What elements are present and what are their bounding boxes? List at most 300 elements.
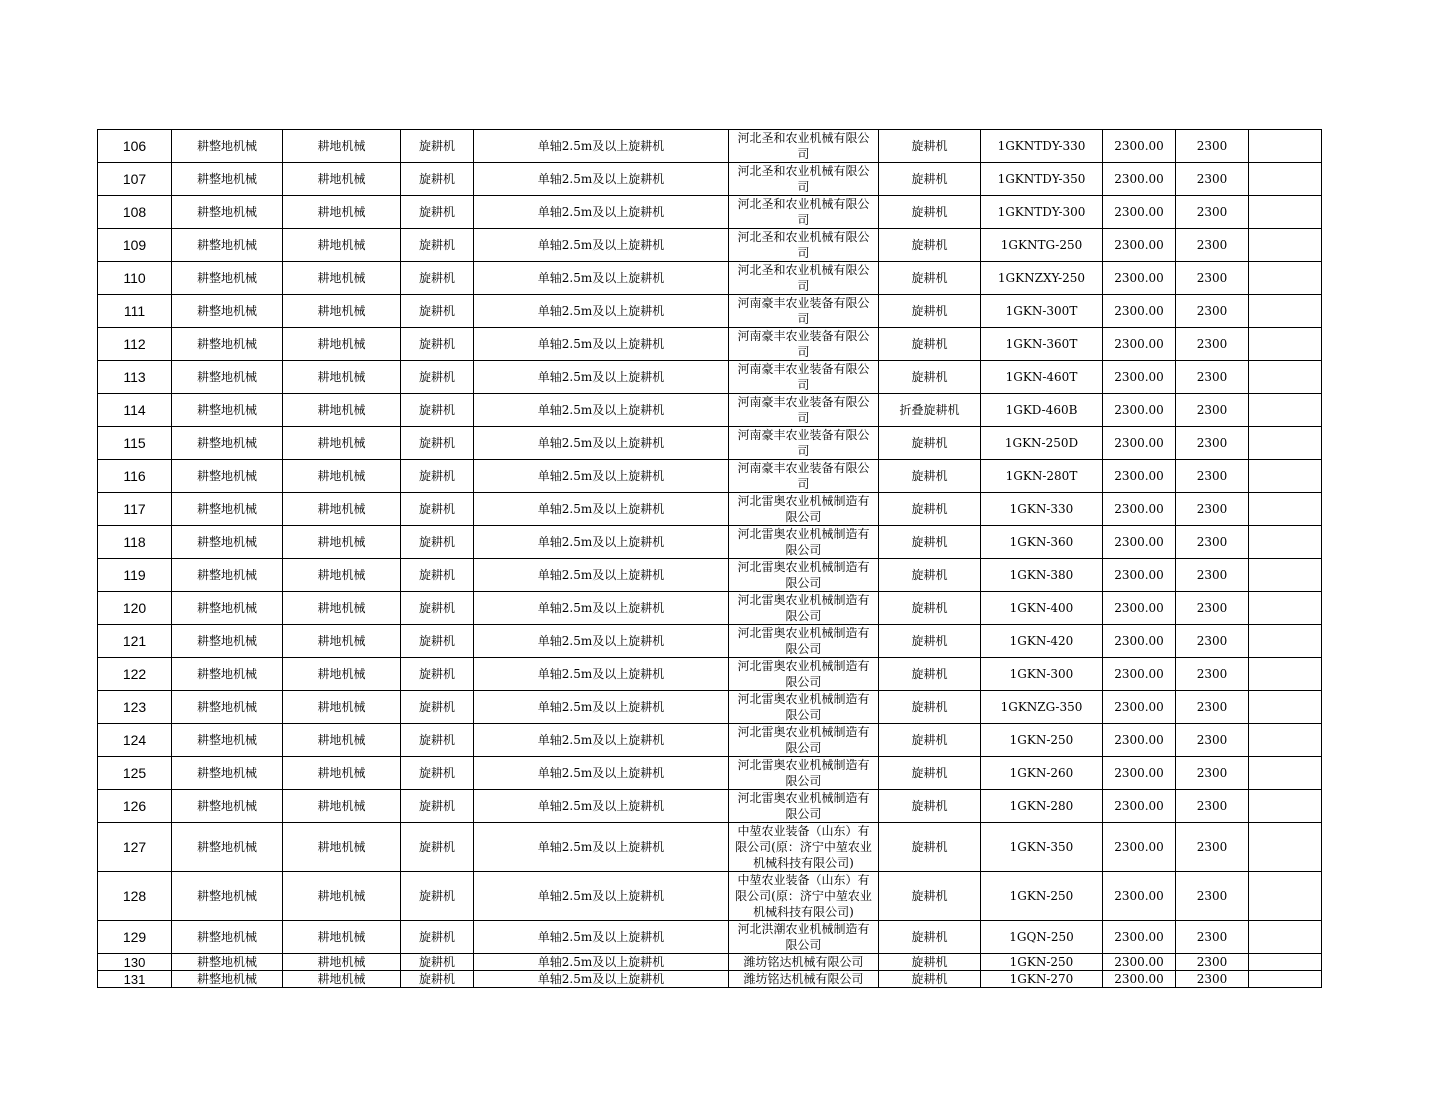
cell-manufacturer: 中堃农业装备（山东）有限公司(原：济宁中堃农业机械科技有限公司) [729, 872, 879, 921]
cell-no: 111 [98, 295, 172, 328]
cell-model: 1GKN-250 [981, 872, 1103, 921]
cell-product: 旋耕机 [879, 229, 981, 262]
cell-manufacturer: 河北圣和农业机械有限公司 [729, 229, 879, 262]
cell-product: 旋耕机 [879, 163, 981, 196]
cell-note [1249, 229, 1322, 262]
cell-grade: 单轴2.5m及以上旋耕机 [474, 394, 729, 427]
cell-category: 耕整地机械 [172, 658, 283, 691]
cell-product: 旋耕机 [879, 971, 981, 988]
cell-grade: 单轴2.5m及以上旋耕机 [474, 427, 729, 460]
cell-item: 旋耕机 [401, 757, 474, 790]
cell-manufacturer: 河北雷奥农业机械制造有限公司 [729, 757, 879, 790]
cell-category: 耕整地机械 [172, 625, 283, 658]
cell-subsidy: 2300 [1176, 229, 1249, 262]
cell-price: 2300.00 [1103, 328, 1176, 361]
cell-subcategory: 耕地机械 [283, 757, 401, 790]
cell-category: 耕整地机械 [172, 196, 283, 229]
table-row [98, 493, 1322, 526]
cell-price: 2300.00 [1103, 163, 1176, 196]
cell-price: 2300.00 [1103, 229, 1176, 262]
table-row [98, 262, 1322, 295]
cell-manufacturer: 河北雷奥农业机械制造有限公司 [729, 559, 879, 592]
cell-manufacturer: 潍坊铭达机械有限公司 [729, 954, 879, 971]
table-row [98, 295, 1322, 328]
cell-note [1249, 427, 1322, 460]
cell-no: 118 [98, 526, 172, 559]
cell-subcategory: 耕地机械 [283, 790, 401, 823]
cell-subsidy: 2300 [1176, 790, 1249, 823]
cell-subcategory: 耕地机械 [283, 328, 401, 361]
cell-category: 耕整地机械 [172, 493, 283, 526]
cell-item: 旋耕机 [401, 196, 474, 229]
cell-manufacturer: 河北圣和农业机械有限公司 [729, 163, 879, 196]
cell-category: 耕整地机械 [172, 295, 283, 328]
cell-item: 旋耕机 [401, 559, 474, 592]
cell-no: 115 [98, 427, 172, 460]
cell-product: 旋耕机 [879, 872, 981, 921]
cell-model: 1GKN-280T [981, 460, 1103, 493]
cell-grade: 单轴2.5m及以上旋耕机 [474, 790, 729, 823]
cell-price: 2300.00 [1103, 559, 1176, 592]
cell-manufacturer: 河北雷奥农业机械制造有限公司 [729, 724, 879, 757]
cell-model: 1GKD-460B [981, 394, 1103, 427]
cell-subcategory: 耕地机械 [283, 526, 401, 559]
cell-item: 旋耕机 [401, 526, 474, 559]
cell-no: 131 [98, 971, 172, 988]
cell-item: 旋耕机 [401, 427, 474, 460]
table-row [98, 790, 1322, 823]
cell-model: 1GKNTDY-350 [981, 163, 1103, 196]
cell-item: 旋耕机 [401, 790, 474, 823]
cell-subcategory: 耕地机械 [283, 361, 401, 394]
cell-no: 120 [98, 592, 172, 625]
cell-note [1249, 460, 1322, 493]
cell-subsidy: 2300 [1176, 196, 1249, 229]
cell-item: 旋耕机 [401, 493, 474, 526]
cell-item: 旋耕机 [401, 823, 474, 872]
cell-grade: 单轴2.5m及以上旋耕机 [474, 130, 729, 163]
cell-note [1249, 262, 1322, 295]
table-row [98, 196, 1322, 229]
cell-price: 2300.00 [1103, 971, 1176, 988]
cell-price: 2300.00 [1103, 295, 1176, 328]
table-row [98, 592, 1322, 625]
cell-category: 耕整地机械 [172, 229, 283, 262]
cell-manufacturer: 河北洪潮农业机械制造有限公司 [729, 921, 879, 954]
cell-item: 旋耕机 [401, 921, 474, 954]
table-row [98, 921, 1322, 954]
cell-category: 耕整地机械 [172, 757, 283, 790]
cell-subsidy: 2300 [1176, 724, 1249, 757]
table-row [98, 757, 1322, 790]
cell-category: 耕整地机械 [172, 460, 283, 493]
table-row [98, 460, 1322, 493]
cell-model: 1GKN-250 [981, 724, 1103, 757]
cell-model: 1GKN-380 [981, 559, 1103, 592]
table-row [98, 163, 1322, 196]
cell-subcategory: 耕地机械 [283, 295, 401, 328]
cell-model: 1GKN-250D [981, 427, 1103, 460]
cell-category: 耕整地机械 [172, 691, 283, 724]
cell-no: 121 [98, 625, 172, 658]
cell-subsidy: 2300 [1176, 921, 1249, 954]
cell-price: 2300.00 [1103, 130, 1176, 163]
cell-grade: 单轴2.5m及以上旋耕机 [474, 262, 729, 295]
cell-product: 旋耕机 [879, 295, 981, 328]
cell-subcategory: 耕地机械 [283, 971, 401, 988]
cell-price: 2300.00 [1103, 592, 1176, 625]
cell-product: 旋耕机 [879, 361, 981, 394]
cell-product: 旋耕机 [879, 526, 981, 559]
table-row [98, 691, 1322, 724]
cell-note [1249, 394, 1322, 427]
cell-product: 旋耕机 [879, 790, 981, 823]
table-body [98, 130, 1322, 988]
cell-subcategory: 耕地机械 [283, 229, 401, 262]
cell-subsidy: 2300 [1176, 361, 1249, 394]
cell-subcategory: 耕地机械 [283, 954, 401, 971]
cell-note [1249, 328, 1322, 361]
cell-category: 耕整地机械 [172, 427, 283, 460]
cell-product: 旋耕机 [879, 427, 981, 460]
cell-price: 2300.00 [1103, 872, 1176, 921]
cell-model: 1GKN-300 [981, 658, 1103, 691]
cell-model: 1GKN-330 [981, 493, 1103, 526]
cell-price: 2300.00 [1103, 724, 1176, 757]
cell-model: 1GKN-280 [981, 790, 1103, 823]
cell-note [1249, 559, 1322, 592]
cell-grade: 单轴2.5m及以上旋耕机 [474, 691, 729, 724]
cell-manufacturer: 河南豪丰农业装备有限公司 [729, 460, 879, 493]
cell-model: 1GKN-350 [981, 823, 1103, 872]
cell-subsidy: 2300 [1176, 130, 1249, 163]
cell-item: 旋耕机 [401, 394, 474, 427]
cell-manufacturer: 河南豪丰农业装备有限公司 [729, 427, 879, 460]
cell-product: 旋耕机 [879, 823, 981, 872]
cell-product: 旋耕机 [879, 625, 981, 658]
cell-model: 1GKN-250 [981, 954, 1103, 971]
cell-category: 耕整地机械 [172, 361, 283, 394]
cell-no: 109 [98, 229, 172, 262]
cell-category: 耕整地机械 [172, 592, 283, 625]
cell-no: 107 [98, 163, 172, 196]
cell-subsidy: 2300 [1176, 163, 1249, 196]
table-row [98, 361, 1322, 394]
cell-price: 2300.00 [1103, 196, 1176, 229]
table-row [98, 130, 1322, 163]
cell-note [1249, 526, 1322, 559]
table-row [98, 823, 1322, 872]
cell-product: 旋耕机 [879, 196, 981, 229]
cell-no: 124 [98, 724, 172, 757]
cell-item: 旋耕机 [401, 229, 474, 262]
cell-grade: 单轴2.5m及以上旋耕机 [474, 229, 729, 262]
cell-item: 旋耕机 [401, 163, 474, 196]
cell-grade: 单轴2.5m及以上旋耕机 [474, 460, 729, 493]
cell-category: 耕整地机械 [172, 971, 283, 988]
cell-grade: 单轴2.5m及以上旋耕机 [474, 921, 729, 954]
cell-no: 122 [98, 658, 172, 691]
cell-no: 112 [98, 328, 172, 361]
cell-subcategory: 耕地机械 [283, 921, 401, 954]
cell-product: 旋耕机 [879, 130, 981, 163]
cell-subsidy: 2300 [1176, 691, 1249, 724]
cell-grade: 单轴2.5m及以上旋耕机 [474, 724, 729, 757]
cell-price: 2300.00 [1103, 526, 1176, 559]
cell-category: 耕整地机械 [172, 526, 283, 559]
cell-grade: 单轴2.5m及以上旋耕机 [474, 163, 729, 196]
cell-manufacturer: 河北雷奥农业机械制造有限公司 [729, 658, 879, 691]
cell-no: 129 [98, 921, 172, 954]
cell-model: 1GKN-300T [981, 295, 1103, 328]
cell-manufacturer: 河北雷奥农业机械制造有限公司 [729, 790, 879, 823]
cell-grade: 单轴2.5m及以上旋耕机 [474, 592, 729, 625]
cell-model: 1GKNTDY-330 [981, 130, 1103, 163]
cell-item: 旋耕机 [401, 295, 474, 328]
cell-category: 耕整地机械 [172, 394, 283, 427]
cell-item: 旋耕机 [401, 954, 474, 971]
cell-price: 2300.00 [1103, 460, 1176, 493]
cell-price: 2300.00 [1103, 625, 1176, 658]
cell-subcategory: 耕地机械 [283, 724, 401, 757]
cell-price: 2300.00 [1103, 427, 1176, 460]
cell-price: 2300.00 [1103, 954, 1176, 971]
cell-category: 耕整地机械 [172, 790, 283, 823]
cell-model: 1GKN-260 [981, 757, 1103, 790]
cell-item: 旋耕机 [401, 658, 474, 691]
cell-model: 1GKN-270 [981, 971, 1103, 988]
cell-subcategory: 耕地机械 [283, 823, 401, 872]
cell-no: 114 [98, 394, 172, 427]
cell-subsidy: 2300 [1176, 559, 1249, 592]
cell-subsidy: 2300 [1176, 394, 1249, 427]
cell-grade: 单轴2.5m及以上旋耕机 [474, 823, 729, 872]
cell-subsidy: 2300 [1176, 872, 1249, 921]
cell-subsidy: 2300 [1176, 757, 1249, 790]
cell-item: 旋耕机 [401, 328, 474, 361]
cell-item: 旋耕机 [401, 872, 474, 921]
cell-manufacturer: 潍坊铭达机械有限公司 [729, 971, 879, 988]
table-row [98, 625, 1322, 658]
cell-item: 旋耕机 [401, 971, 474, 988]
cell-price: 2300.00 [1103, 394, 1176, 427]
cell-note [1249, 163, 1322, 196]
cell-note [1249, 625, 1322, 658]
cell-no: 125 [98, 757, 172, 790]
cell-subsidy: 2300 [1176, 592, 1249, 625]
cell-grade: 单轴2.5m及以上旋耕机 [474, 757, 729, 790]
cell-no: 110 [98, 262, 172, 295]
cell-product: 旋耕机 [879, 921, 981, 954]
cell-no: 108 [98, 196, 172, 229]
cell-manufacturer: 河北圣和农业机械有限公司 [729, 130, 879, 163]
cell-category: 耕整地机械 [172, 163, 283, 196]
cell-subcategory: 耕地机械 [283, 460, 401, 493]
cell-category: 耕整地机械 [172, 954, 283, 971]
cell-grade: 单轴2.5m及以上旋耕机 [474, 625, 729, 658]
cell-grade: 单轴2.5m及以上旋耕机 [474, 559, 729, 592]
cell-grade: 单轴2.5m及以上旋耕机 [474, 361, 729, 394]
cell-no: 126 [98, 790, 172, 823]
cell-manufacturer: 河北雷奥农业机械制造有限公司 [729, 592, 879, 625]
cell-price: 2300.00 [1103, 757, 1176, 790]
cell-manufacturer: 河北圣和农业机械有限公司 [729, 262, 879, 295]
cell-subcategory: 耕地机械 [283, 872, 401, 921]
table-row [98, 229, 1322, 262]
cell-no: 127 [98, 823, 172, 872]
cell-product: 旋耕机 [879, 954, 981, 971]
cell-note [1249, 493, 1322, 526]
cell-subsidy: 2300 [1176, 954, 1249, 971]
cell-category: 耕整地机械 [172, 921, 283, 954]
cell-note [1249, 592, 1322, 625]
cell-item: 旋耕机 [401, 691, 474, 724]
table-row [98, 559, 1322, 592]
cell-note [1249, 921, 1322, 954]
cell-note [1249, 196, 1322, 229]
table-row [98, 872, 1322, 921]
cell-price: 2300.00 [1103, 790, 1176, 823]
cell-subcategory: 耕地机械 [283, 493, 401, 526]
cell-note [1249, 954, 1322, 971]
cell-item: 旋耕机 [401, 361, 474, 394]
cell-category: 耕整地机械 [172, 559, 283, 592]
cell-manufacturer: 河南豪丰农业装备有限公司 [729, 394, 879, 427]
cell-product: 旋耕机 [879, 658, 981, 691]
cell-subsidy: 2300 [1176, 295, 1249, 328]
cell-subcategory: 耕地机械 [283, 196, 401, 229]
cell-product: 旋耕机 [879, 724, 981, 757]
cell-subsidy: 2300 [1176, 526, 1249, 559]
cell-no: 117 [98, 493, 172, 526]
cell-price: 2300.00 [1103, 361, 1176, 394]
cell-price: 2300.00 [1103, 823, 1176, 872]
cell-product: 旋耕机 [879, 559, 981, 592]
cell-price: 2300.00 [1103, 493, 1176, 526]
cell-product: 折叠旋耕机 [879, 394, 981, 427]
cell-no: 116 [98, 460, 172, 493]
table-row [98, 724, 1322, 757]
cell-grade: 单轴2.5m及以上旋耕机 [474, 295, 729, 328]
cell-grade: 单轴2.5m及以上旋耕机 [474, 971, 729, 988]
cell-subcategory: 耕地机械 [283, 130, 401, 163]
cell-subsidy: 2300 [1176, 427, 1249, 460]
cell-price: 2300.00 [1103, 691, 1176, 724]
cell-grade: 单轴2.5m及以上旋耕机 [474, 526, 729, 559]
cell-category: 耕整地机械 [172, 130, 283, 163]
cell-category: 耕整地机械 [172, 262, 283, 295]
cell-model: 1GKN-420 [981, 625, 1103, 658]
cell-price: 2300.00 [1103, 921, 1176, 954]
cell-note [1249, 757, 1322, 790]
cell-manufacturer: 河南豪丰农业装备有限公司 [729, 361, 879, 394]
cell-note [1249, 295, 1322, 328]
cell-grade: 单轴2.5m及以上旋耕机 [474, 658, 729, 691]
cell-item: 旋耕机 [401, 592, 474, 625]
cell-product: 旋耕机 [879, 460, 981, 493]
cell-no: 123 [98, 691, 172, 724]
cell-subcategory: 耕地机械 [283, 262, 401, 295]
cell-model: 1GKNTG-250 [981, 229, 1103, 262]
cell-subcategory: 耕地机械 [283, 625, 401, 658]
cell-note [1249, 790, 1322, 823]
cell-manufacturer: 河北雷奥农业机械制造有限公司 [729, 493, 879, 526]
cell-category: 耕整地机械 [172, 823, 283, 872]
cell-model: 1GKN-360 [981, 526, 1103, 559]
cell-manufacturer: 中堃农业装备（山东）有限公司(原：济宁中堃农业机械科技有限公司) [729, 823, 879, 872]
cell-subsidy: 2300 [1176, 262, 1249, 295]
cell-subsidy: 2300 [1176, 328, 1249, 361]
subsidy-table [97, 129, 1322, 988]
cell-model: 1GKN-400 [981, 592, 1103, 625]
cell-item: 旋耕机 [401, 724, 474, 757]
cell-subsidy: 2300 [1176, 823, 1249, 872]
table-row [98, 328, 1322, 361]
cell-subcategory: 耕地机械 [283, 427, 401, 460]
cell-manufacturer: 河南豪丰农业装备有限公司 [729, 295, 879, 328]
cell-manufacturer: 河北雷奥农业机械制造有限公司 [729, 526, 879, 559]
cell-product: 旋耕机 [879, 262, 981, 295]
cell-subcategory: 耕地机械 [283, 658, 401, 691]
cell-grade: 单轴2.5m及以上旋耕机 [474, 872, 729, 921]
cell-subsidy: 2300 [1176, 493, 1249, 526]
cell-product: 旋耕机 [879, 592, 981, 625]
cell-manufacturer: 河南豪丰农业装备有限公司 [729, 328, 879, 361]
cell-note [1249, 724, 1322, 757]
cell-subsidy: 2300 [1176, 460, 1249, 493]
cell-product: 旋耕机 [879, 328, 981, 361]
cell-no: 106 [98, 130, 172, 163]
cell-no: 113 [98, 361, 172, 394]
cell-product: 旋耕机 [879, 757, 981, 790]
table-row [98, 658, 1322, 691]
cell-subcategory: 耕地机械 [283, 592, 401, 625]
cell-grade: 单轴2.5m及以上旋耕机 [474, 328, 729, 361]
cell-model: 1GQN-250 [981, 921, 1103, 954]
cell-note [1249, 971, 1322, 988]
table-row [98, 526, 1322, 559]
cell-category: 耕整地机械 [172, 328, 283, 361]
cell-grade: 单轴2.5m及以上旋耕机 [474, 493, 729, 526]
cell-price: 2300.00 [1103, 658, 1176, 691]
cell-category: 耕整地机械 [172, 724, 283, 757]
cell-note [1249, 691, 1322, 724]
cell-manufacturer: 河北雷奥农业机械制造有限公司 [729, 691, 879, 724]
cell-manufacturer: 河北圣和农业机械有限公司 [729, 196, 879, 229]
cell-subsidy: 2300 [1176, 971, 1249, 988]
table-row [98, 971, 1322, 988]
cell-item: 旋耕机 [401, 625, 474, 658]
cell-model: 1GKNZXY-250 [981, 262, 1103, 295]
cell-product: 旋耕机 [879, 493, 981, 526]
cell-grade: 单轴2.5m及以上旋耕机 [474, 196, 729, 229]
cell-model: 1GKN-460T [981, 361, 1103, 394]
cell-model: 1GKNTDY-300 [981, 196, 1103, 229]
cell-model: 1GKN-360T [981, 328, 1103, 361]
cell-subsidy: 2300 [1176, 658, 1249, 691]
cell-subcategory: 耕地机械 [283, 559, 401, 592]
cell-note [1249, 872, 1322, 921]
cell-subcategory: 耕地机械 [283, 394, 401, 427]
cell-no: 130 [98, 954, 172, 971]
cell-product: 旋耕机 [879, 691, 981, 724]
cell-note [1249, 130, 1322, 163]
cell-note [1249, 823, 1322, 872]
cell-manufacturer: 河北雷奥农业机械制造有限公司 [729, 625, 879, 658]
cell-no: 128 [98, 872, 172, 921]
cell-grade: 单轴2.5m及以上旋耕机 [474, 954, 729, 971]
cell-note [1249, 658, 1322, 691]
